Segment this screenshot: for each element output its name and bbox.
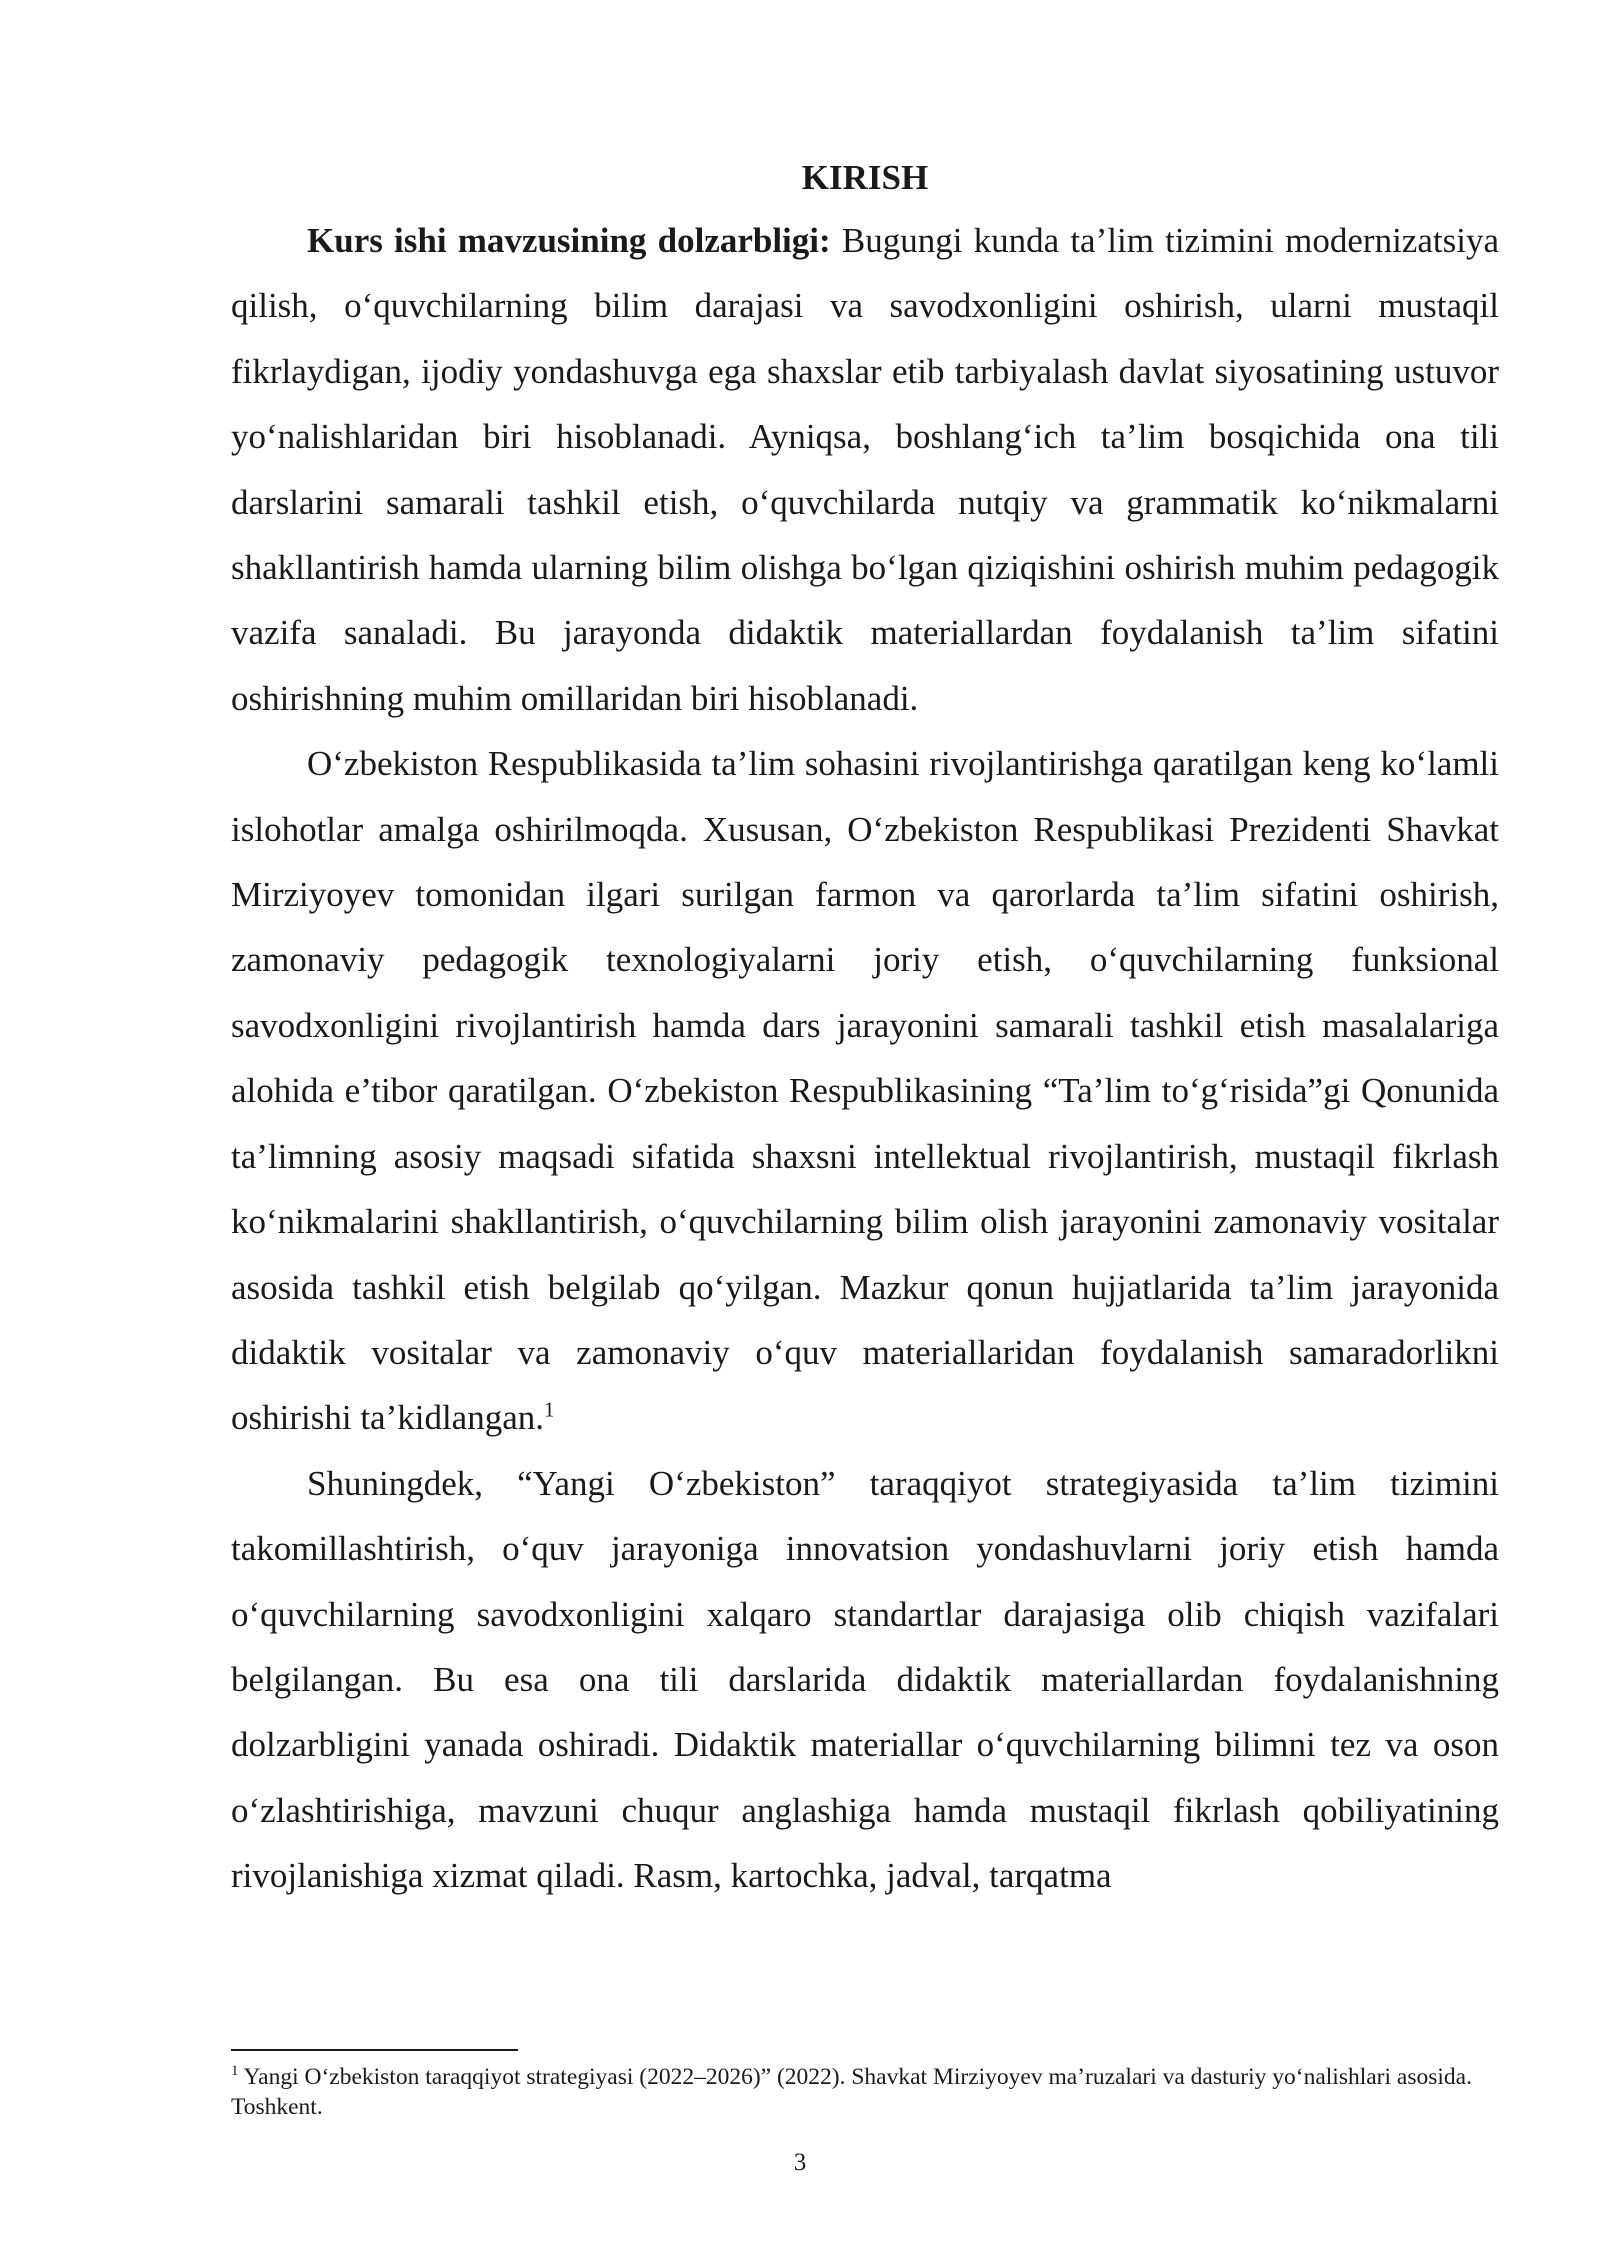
paragraph-reforms <box>231 731 1499 1450</box>
paragraph-strategy <box>231 1451 1499 1909</box>
paragraph-text: O‘zbekiston Respublikasida ta’lim sohasini rivojlantirishga qaratilgan keng ko‘lamli islohotlar amalga oshirilmoqda. Xususan, O‘zbekiston Respublikasi Prezidenti Shavkat Mirziyoyev tomonidan ilgari surilgan farmon va qarorlarda ta’lim sifatini oshirish, zamonaviy pedagogik texnologiyalarni joriy etish, o‘quvchilarning funksional savodxonligini rivojlantirish hamda dars jarayonini samarali tashkil etish masalalariga alohida e’tibor qaratilgan. O‘zbekiston Respublikasining “Ta’lim to‘g‘risida”gi Qonunida ta’limning asosiy maqsadi sifatida shaxsni intellektual rivojlantirish, mustaqil fikrlash ko‘nikmalarini shakllantirish, o‘quvchilarning bilim olish jarayonini zamonaviy vositalar asosida tashkil etish belgilab qo‘yilgan. Mazkur qonun hujjatlarida ta’lim jarayonida didaktik vositalar va zamonaviy o‘quv materiallaridan foydalanish samaradorlikni oshirishi ta’kidlangan. <box>231 744 1499 1438</box>
footnote-number: 1 <box>231 2063 239 2079</box>
section-heading: KIRISH <box>801 158 929 197</box>
paragraph-relevance <box>231 208 1499 731</box>
paragraph-text: Bugungi kunda ta’lim tizimini modernizatsiya qilish, o‘quvchilarning bilim darajasi va savodxonligini oshirish, ularni mustaqil fikrlaydigan, ijodiy yondashuvga ega shaxslar etib tarbiyalash davlat siyosatining ustuvor yo‘nalishlaridan biri hisoblanadi. Ayniqsa, boshlang‘ich ta’lim bosqichida ona tili darslarini samarali tashkil etish, o‘quvchilarda nutqiy va grammatik ko‘nikmalarni shakllantirish hamda ularning bilim olishga bo‘lgan qiziqishini oshirish muhim pedagogik vazifa sanaladi. Bu jarayonda didaktik materiallardan foydalanish ta’lim sifatini oshirishning muhim omillaridan biri hisoblanadi. <box>231 221 1499 718</box>
page-number: 3 <box>793 2149 807 2176</box>
footnote-separator <box>231 2049 518 2051</box>
footnote-reference[interactable]: 1 <box>544 1397 555 1422</box>
paragraph-text: Shuningdek, “Yangi O‘zbekiston” taraqqiyot strategiyasida ta’lim tizimini takomillashtirish, o‘quv jarayoniga innovatsion yondashuvlarni joriy etish hamda o‘quvchilarning savodxonligini xalqaro standartlar darajasiga olib chiqish vazifalari belgilangan. Bu esa ona tili darslarida didaktik materiallardan foydalanishning dolzarbligini yanada oshiradi. Didaktik materiallar o‘quvchilarning bilimni tez va oson o‘zlashtirishiga, mavzuni chuqur anglashiga hamda mustaqil fikrlash qobiliyatining rivojlanishiga xizmat qiladi. Rasm, kartochka, jadval, tarqatma <box>231 1463 1499 1896</box>
footnote-text: Yangi O‘zbekiston taraqqiyot strategiyasi (2022–2026)” (2022). Shavkat Mirziyoyev ma’ruzalari va dasturiy yo‘nalishlari asosida. Toshkent. <box>231 2063 1472 2120</box>
paragraph-lead-bold: Kurs ishi mavzusining dolzarbligi: <box>307 221 831 260</box>
footnote <box>231 2056 1499 2122</box>
page-body <box>231 148 1499 1909</box>
